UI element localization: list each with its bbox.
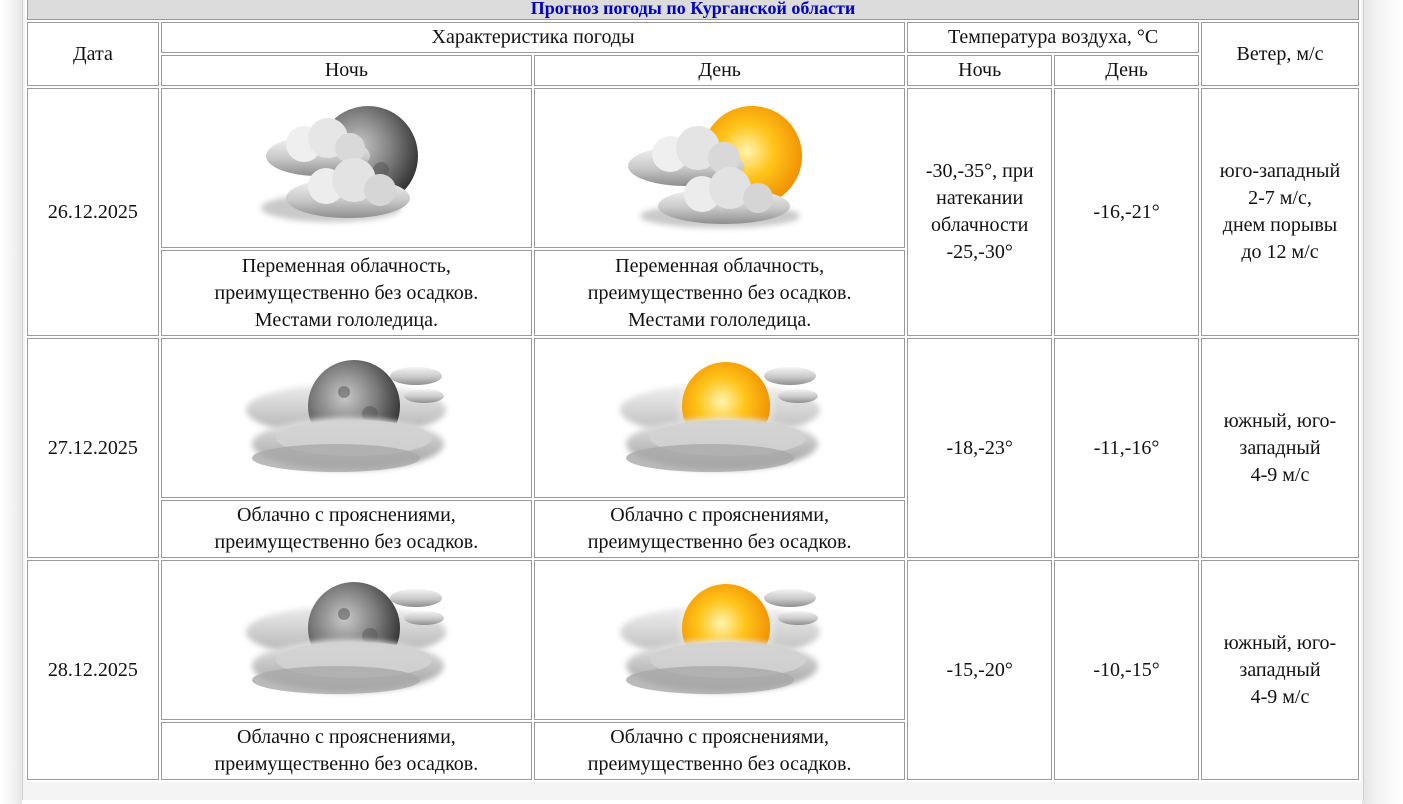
date-cell: 26.12.2025	[27, 88, 159, 336]
wind-line: юго-западный	[1219, 160, 1341, 182]
night-image-cell	[161, 88, 532, 248]
desc-line: преимущественно без осадков.	[587, 281, 852, 304]
night-description	[161, 250, 532, 336]
title-row	[27, 0, 1359, 20]
moon-behind-clouds-icon	[256, 98, 436, 238]
forecast-title: Прогноз погоды по Курганской области	[27, 0, 1359, 20]
wind-cell	[1201, 560, 1359, 780]
desc-line: Облачно с прояснениями,	[237, 504, 456, 526]
wind-line: 4-9 м/с	[1250, 463, 1310, 486]
date-cell: 27.12.2025	[27, 338, 159, 558]
wind-line: западный	[1239, 436, 1321, 459]
desc-line: преимущественно без осадков.	[587, 753, 852, 775]
temp-night-line: облачности	[931, 214, 1029, 236]
day-description	[534, 500, 905, 558]
header-date: Дата	[27, 22, 159, 86]
wind-cell	[1201, 88, 1359, 336]
date-cell: 28.12.2025	[27, 560, 159, 780]
day-image-cell	[534, 88, 905, 248]
table-row	[27, 88, 1359, 248]
header-temperature: Температура воздуха, °С	[907, 22, 1199, 53]
header-characteristics: Характеристика погоды	[161, 22, 905, 53]
page-margin-left	[0, 0, 22, 804]
desc-line: Переменная облачность,	[241, 254, 451, 277]
night-description	[161, 500, 532, 558]
day-description	[534, 250, 905, 336]
header-row	[27, 22, 1359, 53]
desc-line: преимущественно без осадков.	[587, 531, 852, 553]
subheader-temp-day: День	[1054, 55, 1199, 86]
desc-line: Облачно с прояснениями,	[237, 726, 456, 748]
temp-night-cell: -18,-23°	[907, 338, 1052, 558]
temp-day-cell: -11,-16°	[1054, 338, 1199, 558]
temp-night-line: -25,-30°	[946, 241, 1013, 263]
desc-line: преимущественно без осадков.	[214, 281, 479, 304]
desc-line: Переменная облачность,	[615, 254, 825, 277]
table-row	[27, 338, 1359, 498]
wind-line: западный	[1239, 658, 1321, 681]
temp-day-cell: -16,-21°	[1054, 88, 1199, 336]
temp-night-line: натекании	[936, 187, 1024, 209]
sun-in-overcast-icon	[610, 570, 830, 710]
wind-line: 4-9 м/с	[1250, 685, 1310, 708]
desc-line: Облачно с прояснениями,	[610, 504, 830, 526]
wind-line: южный, юго-	[1223, 409, 1337, 432]
temp-night-cell	[907, 88, 1052, 336]
wind-line: южный, юго-	[1223, 631, 1337, 654]
night-image-cell	[161, 560, 532, 720]
subheader-row	[27, 55, 1359, 86]
night-image-cell	[161, 338, 532, 498]
desc-line: Облачно с прояснениями,	[610, 726, 830, 748]
page-margin-right	[1362, 0, 1403, 804]
temp-night-cell: -15,-20°	[907, 560, 1052, 780]
wind-cell	[1201, 338, 1359, 558]
forecast-table	[25, 0, 1361, 782]
sun-behind-clouds-icon	[620, 98, 820, 238]
wind-line: днем порывы	[1222, 214, 1338, 236]
temp-night-line: -30,-35°, при	[925, 160, 1034, 182]
night-description	[161, 722, 532, 780]
desc-line: преимущественно без осадков.	[214, 753, 479, 775]
moon-in-overcast-icon	[236, 570, 456, 710]
desc-line: Местами гололедица.	[628, 308, 812, 331]
table-row	[27, 560, 1359, 720]
subheader-char-night: Ночь	[161, 55, 532, 86]
subheader-temp-night: Ночь	[907, 55, 1052, 86]
day-image-cell	[534, 560, 905, 720]
sun-in-overcast-icon	[610, 348, 830, 488]
moon-in-overcast-icon	[236, 348, 456, 488]
subheader-char-day: День	[534, 55, 905, 86]
wind-line: до 12 м/с	[1241, 241, 1319, 263]
day-image-cell	[534, 338, 905, 498]
temp-day-cell: -10,-15°	[1054, 560, 1199, 780]
day-description	[534, 722, 905, 780]
wind-line: 2-7 м/с,	[1248, 187, 1312, 209]
header-wind: Ветер, м/с	[1201, 22, 1359, 86]
desc-line: Местами гололедица.	[254, 308, 438, 331]
desc-line: преимущественно без осадков.	[214, 531, 479, 553]
